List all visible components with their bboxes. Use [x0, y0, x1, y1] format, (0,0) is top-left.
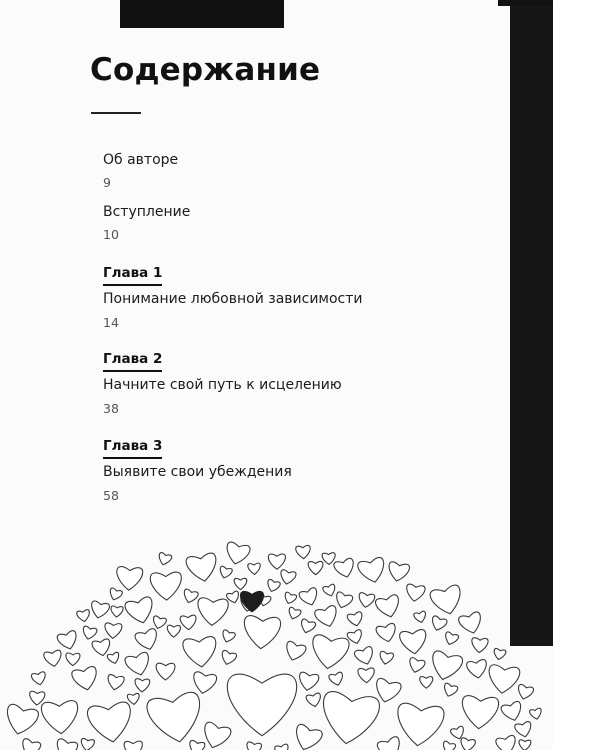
heart-icon [127, 693, 140, 705]
toc-page-number: 10 [103, 227, 119, 242]
heart-icon [328, 672, 344, 687]
heart-icon [493, 648, 507, 661]
heart-icon [429, 615, 447, 632]
heart-icon [157, 552, 172, 566]
heart-icon [265, 579, 280, 593]
heart-icon [220, 629, 236, 644]
heart-icon [66, 653, 80, 666]
heart-icon [516, 684, 534, 701]
heart-icon [405, 584, 426, 603]
heart-icon [116, 566, 143, 591]
heart-icon [442, 683, 459, 699]
heart-icon [227, 674, 296, 736]
heart-icon [306, 693, 323, 708]
title-underline [91, 112, 141, 114]
heart-icon [156, 663, 175, 680]
heart-icon [104, 623, 122, 639]
heart-icon [124, 741, 143, 750]
heart-icon [56, 630, 79, 652]
toc-page-number: 58 [103, 488, 119, 503]
heart-icon [291, 723, 323, 750]
heart-icon [107, 652, 121, 665]
heart-icon [287, 607, 302, 621]
heart-icon [108, 587, 123, 601]
heart-icon [188, 740, 206, 750]
toc-page-number: 9 [103, 175, 111, 190]
heart-icon [399, 629, 428, 655]
heart-icon [150, 572, 182, 601]
heart-icon [429, 584, 465, 617]
heart-icon [471, 638, 488, 654]
heart-icon [461, 695, 499, 730]
heart-icon [41, 700, 79, 735]
heart-icon [87, 701, 135, 745]
heart-icon [347, 611, 364, 627]
heart-icon [218, 566, 233, 580]
heart-icon [500, 701, 524, 723]
chapter-label-1: Глава 1 [103, 265, 162, 286]
heart-icon [314, 605, 340, 630]
heart-icon [106, 674, 124, 691]
heart-icon [182, 636, 218, 669]
heart-icon [248, 563, 261, 575]
page-margin [553, 0, 600, 750]
heart-icon [466, 659, 488, 679]
heart-icon [19, 738, 41, 750]
heart-icon [308, 561, 323, 574]
heart-icon [376, 736, 404, 750]
heart-icon [495, 735, 518, 750]
heart-icon [167, 625, 181, 637]
heart-icon [395, 702, 445, 748]
heart-icon [234, 578, 247, 589]
heart-icon [283, 592, 297, 606]
heart-icon [283, 641, 307, 663]
heart-icon [29, 691, 45, 705]
heart-icon [76, 609, 90, 622]
heart-icon [135, 679, 150, 693]
heart-icon [514, 721, 533, 739]
heart-icon [54, 738, 79, 750]
heart-icon [375, 623, 398, 644]
heart-icon [279, 569, 297, 585]
toc-entry-introduction: Вступление [103, 204, 191, 220]
heart-icon [413, 611, 427, 624]
heart-icon [197, 597, 229, 626]
chapter-label-3: Глава 3 [103, 438, 162, 459]
heart-icon [220, 650, 238, 667]
heart-icon [529, 708, 543, 721]
heart-icon [407, 657, 425, 674]
chapter-title-1: Понимание любовной зависимости [103, 291, 363, 307]
heart-icon [110, 606, 123, 618]
heart-icon [420, 677, 433, 689]
heart-icon [357, 557, 388, 586]
heart-icon [268, 554, 285, 569]
heart-icon [296, 545, 311, 559]
heart-icon [322, 553, 336, 565]
heart-icon [298, 587, 320, 608]
heart-icon [134, 628, 160, 653]
toc-page-number: 14 [103, 315, 119, 330]
heart-icon [519, 740, 531, 750]
heart-icon [2, 703, 39, 737]
heart-icon [441, 741, 456, 750]
heart-icon [246, 742, 262, 750]
heart-icon [182, 589, 199, 605]
heart-icon [43, 650, 63, 668]
heart-icon [358, 592, 375, 608]
heart-icon [378, 651, 394, 665]
top-dark-band [120, 0, 284, 28]
heart-icon [297, 672, 319, 692]
heart-icon [333, 591, 353, 610]
heart-icon [151, 615, 167, 630]
heart-icon [333, 558, 357, 580]
heart-icon [71, 666, 100, 692]
chapter-title-2: Начните свой путь к исцелению [103, 377, 342, 393]
heart-icon [124, 596, 156, 626]
heart-icon [375, 594, 403, 620]
heart-icon [146, 691, 206, 746]
filled-heart-icon [240, 591, 263, 612]
toc-entry-about-author: Об авторе [103, 152, 179, 168]
heart-icon [322, 584, 337, 598]
heart-icon [318, 690, 381, 747]
heart-icon [180, 615, 197, 630]
heart-icon [124, 651, 152, 678]
heart-icon [274, 744, 290, 750]
heart-icon [459, 737, 476, 750]
heart-icon [358, 668, 375, 683]
heart-icon [81, 626, 97, 641]
heart-icon [185, 552, 219, 584]
heart-icon [191, 671, 217, 695]
hearts-illustration [0, 500, 553, 750]
heart-icon [354, 646, 376, 667]
toc-page-number: 38 [103, 401, 119, 416]
heart-icon [487, 664, 521, 695]
page-title: Содержание [90, 52, 321, 88]
heart-icon [80, 738, 95, 750]
chapter-label-2: Глава 2 [103, 351, 162, 372]
heart-icon [243, 615, 281, 650]
heart-icon [387, 561, 410, 583]
heart-icon [443, 631, 459, 646]
heart-icon [309, 634, 349, 671]
heart-icon [31, 671, 47, 686]
heart-icon [458, 611, 485, 636]
heart-icon [428, 650, 464, 683]
heart-icon [299, 618, 316, 634]
heart-icon [89, 600, 110, 619]
heart-icon [224, 541, 251, 566]
chapter-title-3: Выявите свои убеждения [103, 464, 292, 480]
